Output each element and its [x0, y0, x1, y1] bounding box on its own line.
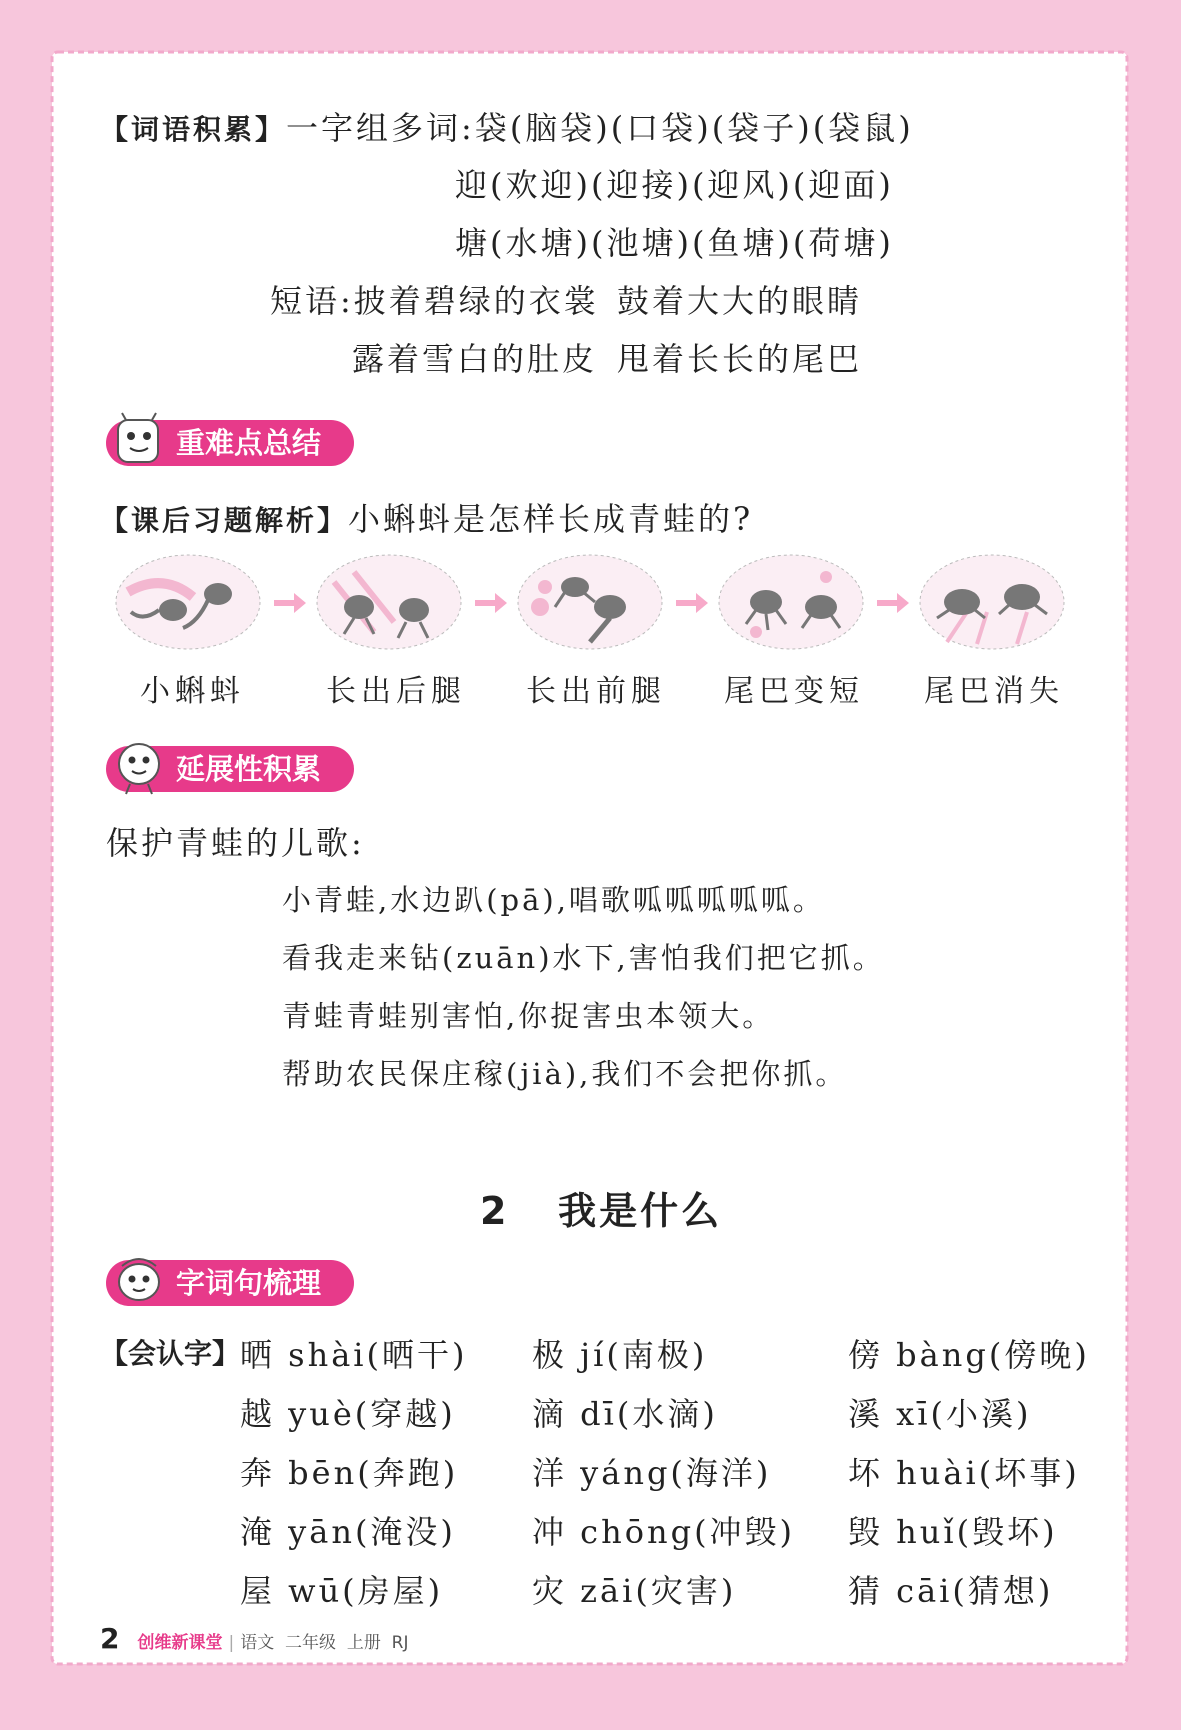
exercise-row [100, 494, 753, 540]
hind-legs-illustration [314, 552, 464, 652]
char-item: 猜 cāi(猜想) [848, 1572, 1054, 1610]
phrase-1b: 鼓着大大的眼睛 [617, 282, 863, 320]
stage-2: 长出后腿 [326, 674, 466, 709]
vocab-group-2: 迎(欢迎)(迎接)(迎风)(迎面) [455, 166, 894, 204]
exercise-tag: 【课后习题解析】 [100, 504, 349, 537]
section-label: 重难点总结 [176, 426, 322, 460]
tadpole-illustration [113, 552, 263, 652]
vocab-tag: 【词语积累】 [100, 113, 287, 146]
chars-tag: 【会认字】 [100, 1337, 241, 1370]
mascot-icon [112, 1252, 166, 1310]
char-item: 淹 yān(淹没) [240, 1513, 456, 1551]
char-item: 极 jí(南极) [532, 1336, 708, 1374]
mascot-icon [112, 412, 166, 470]
char-item: 洋 yáng(海洋) [532, 1454, 772, 1492]
char-item: 奔 bēn(奔跑) [240, 1454, 459, 1492]
section-label: 延展性积累 [176, 752, 322, 786]
char-item: 溪 xī(小溪) [848, 1395, 1032, 1433]
fore-legs-illustration [515, 552, 665, 652]
vocab-row-1 [100, 103, 914, 149]
phrase-label: 短语: [270, 282, 354, 320]
stage-5: 尾巴消失 [924, 674, 1064, 709]
poem-line-1: 小青蛙,水边趴(pā),唱歌呱呱呱呱呱。 [282, 883, 825, 917]
stage-3: 长出前腿 [526, 674, 666, 709]
page-number: 2 [100, 1622, 120, 1655]
vocab-group-3: 塘(水塘)(池塘)(鱼塘)(荷塘) [455, 224, 894, 262]
lesson-number: 2 [480, 1189, 510, 1233]
frog-illustration [917, 552, 1067, 652]
lesson-title [480, 1180, 722, 1235]
stage-1: 小蝌蚪 [140, 674, 245, 709]
arrow-icon [676, 593, 708, 613]
char-item: 屋 wū(房屋) [240, 1572, 444, 1610]
char-item: 傍 bàng(傍晚) [848, 1336, 1090, 1374]
vocab-label: 一字组多词: [286, 109, 475, 147]
arrow-icon [274, 593, 306, 613]
phrase-row-1 [270, 276, 599, 322]
mascot-icon [112, 738, 166, 796]
vocab-group-1: 袋(脑袋)(口袋)(袋子)(袋鼠) [474, 109, 914, 147]
poem-title: 保护青蛙的儿歌: [106, 824, 365, 862]
char-item: 冲 chōng(冲毁) [532, 1513, 796, 1551]
lesson-name: 我是什么 [558, 1189, 723, 1233]
char-item: 越 yuè(穿越) [240, 1395, 456, 1433]
char-item: 灾 zāi(灾害) [532, 1572, 737, 1610]
footer-info: 语文 二年级 上册 RJ [240, 1633, 409, 1653]
tail-shorter-illustration [716, 552, 866, 652]
char-item: 坏 huài(坏事) [848, 1454, 1080, 1492]
footer-divider: | [228, 1633, 235, 1653]
phrase-2a: 露着雪白的肚皮 [352, 340, 598, 378]
arrow-icon [475, 593, 507, 613]
footer-brand: 创维新课堂 [137, 1633, 223, 1653]
stage-4: 尾巴变短 [724, 674, 864, 709]
poem-line-2: 看我走来钻(zuān)水下,害怕我们把它抓。 [282, 941, 885, 975]
phrase-2b: 甩着长长的尾巴 [617, 340, 863, 378]
section-label: 字词句梳理 [176, 1266, 322, 1300]
char-item: 晒 shài(晒干) [240, 1336, 468, 1374]
char-item: 滴 dī(水滴) [532, 1395, 718, 1433]
section-words [106, 1260, 354, 1306]
footer [100, 1622, 408, 1655]
exercise-question: 小蝌蚪是怎样长成青蛙的? [348, 500, 754, 538]
section-extension [106, 746, 354, 792]
poem-line-3: 青蛙青蛙别害怕,你捉害虫本领大。 [282, 999, 775, 1033]
poem-line-4: 帮助农民保庄稼(jià),我们不会把你抓。 [282, 1057, 848, 1091]
char-item: 毁 huǐ(毁坏) [848, 1513, 1058, 1551]
arrow-icon [877, 593, 909, 613]
section-key-points [106, 420, 354, 466]
phrase-1a: 披着碧绿的衣裳 [353, 282, 599, 320]
